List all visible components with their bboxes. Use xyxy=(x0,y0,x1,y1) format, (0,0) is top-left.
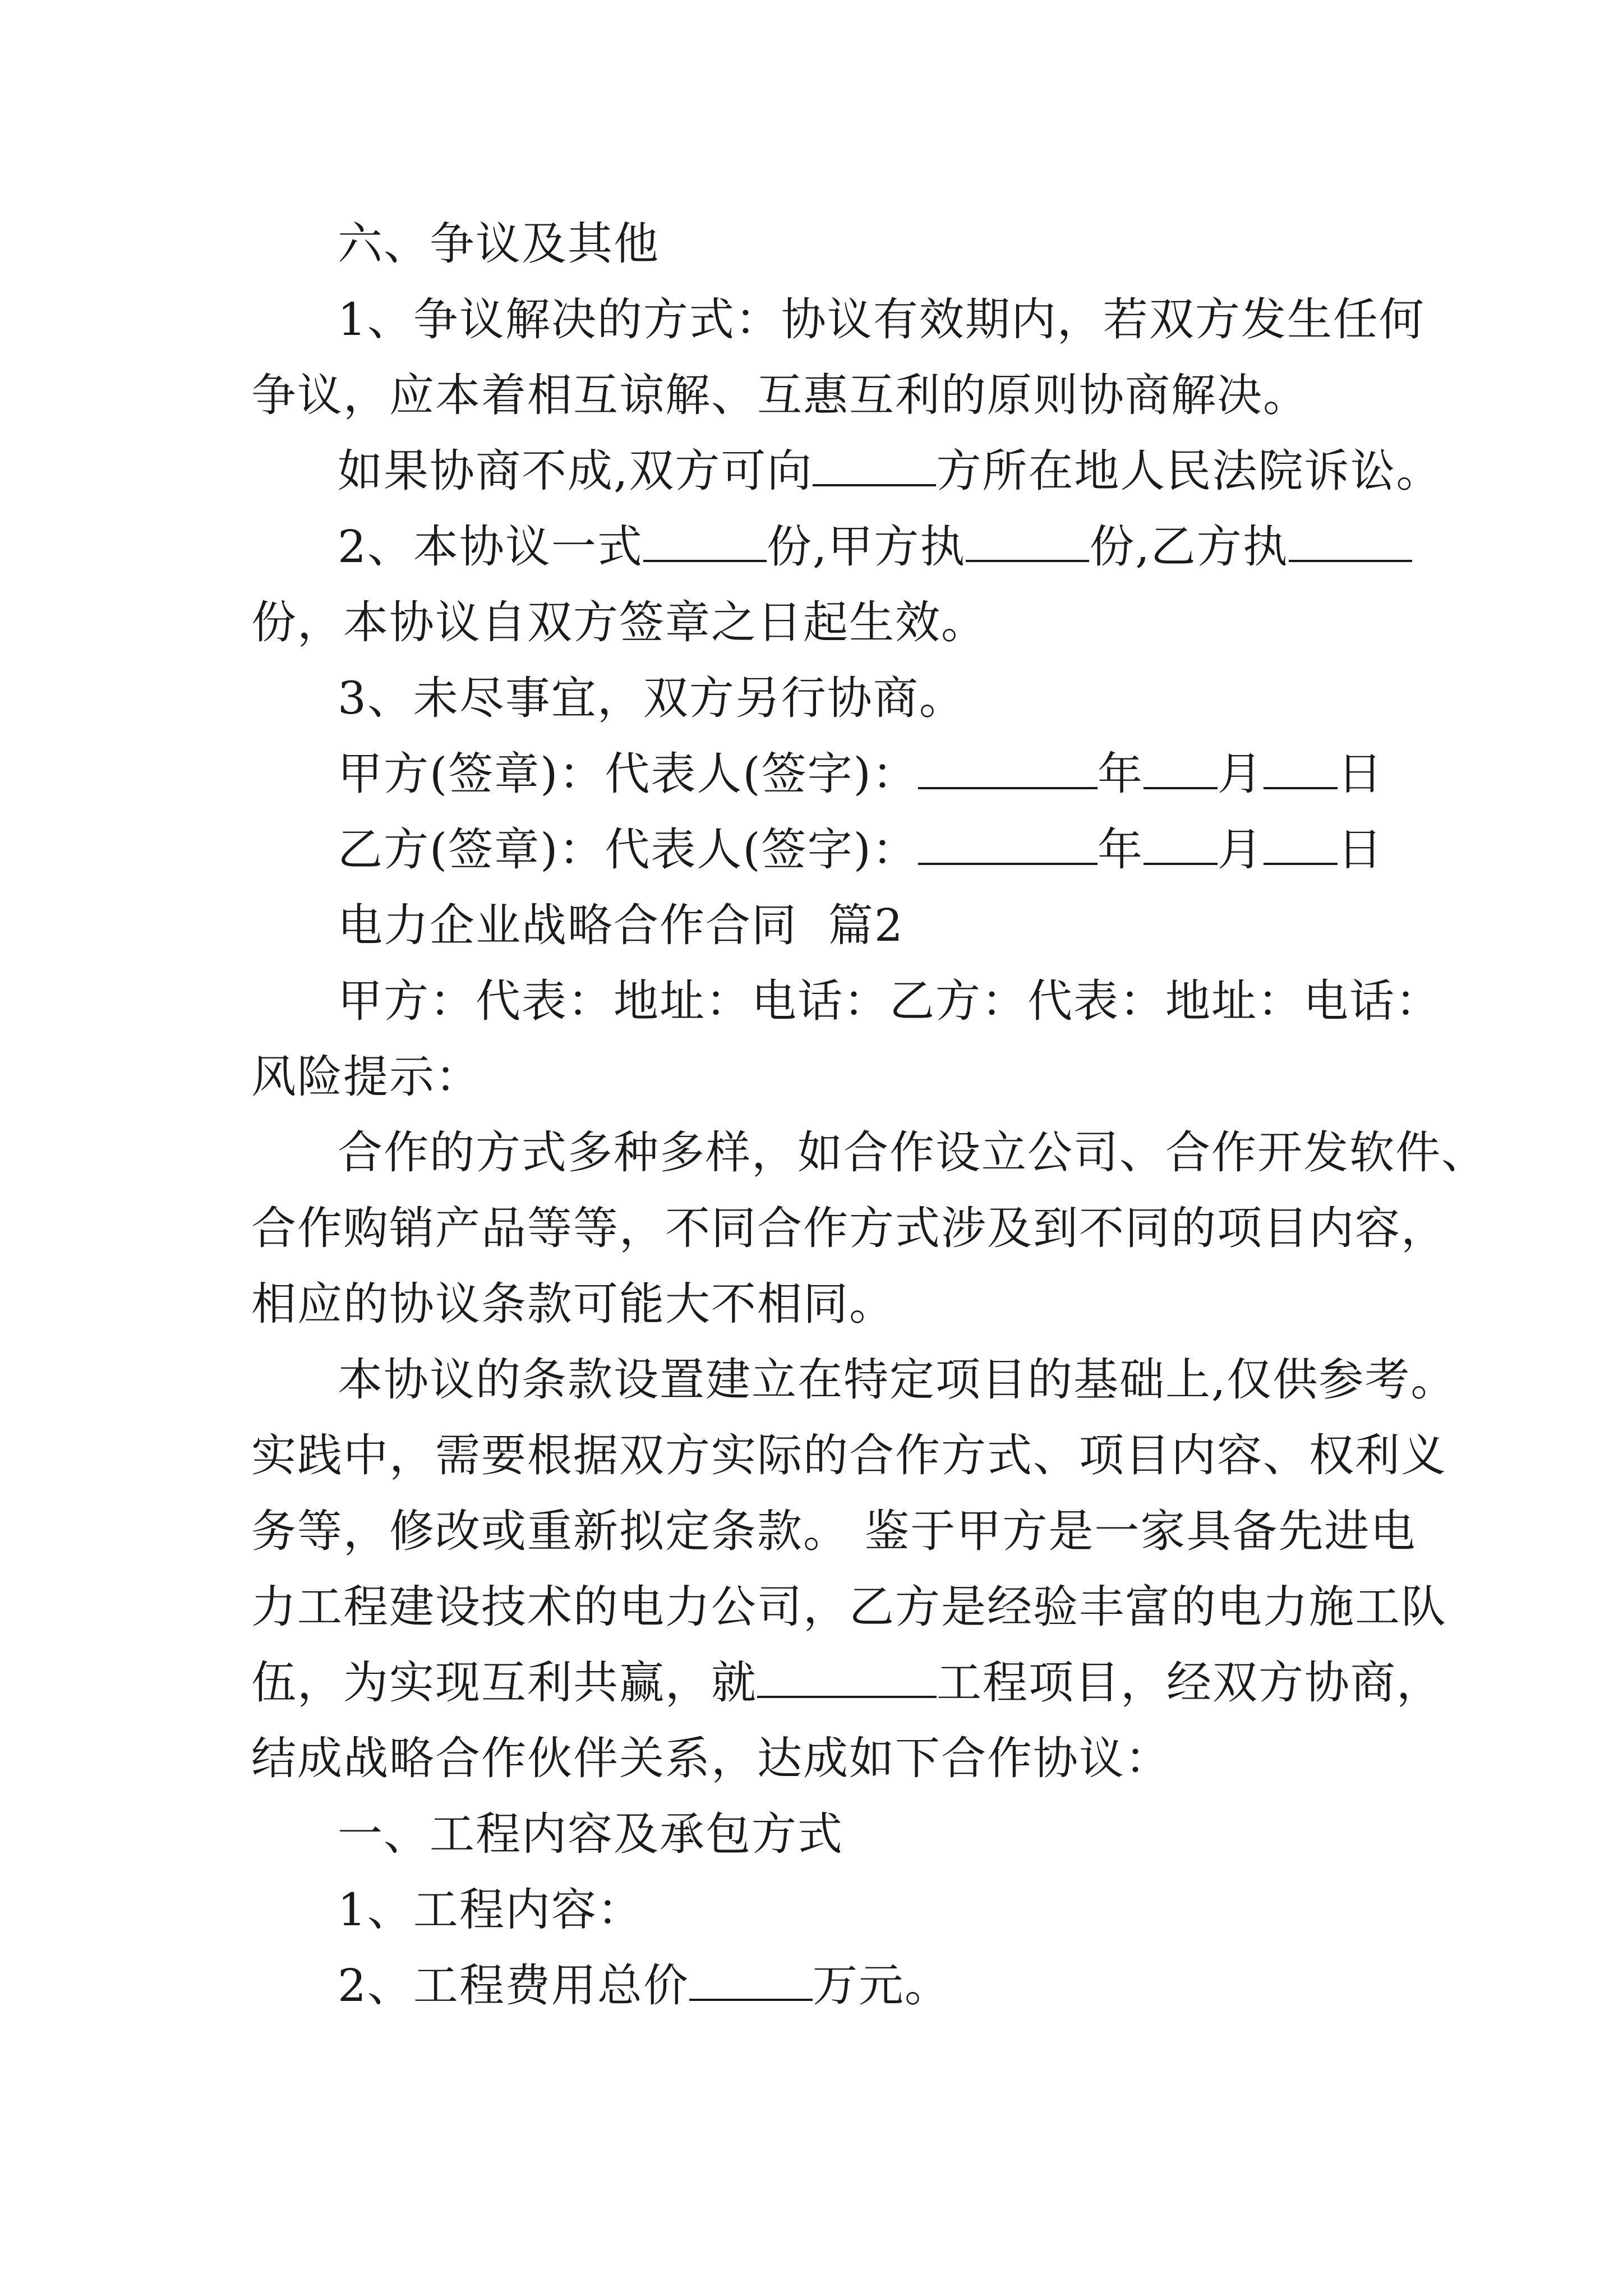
text: 年 xyxy=(1097,748,1144,800)
clause-1-line-2 xyxy=(251,367,1395,424)
section-heading-disputes xyxy=(338,216,1398,272)
fill-in-blank xyxy=(1289,519,1412,562)
clause-2-line-1 xyxy=(338,519,1398,575)
text: 甲方(签章)：代表人(签字)： xyxy=(338,748,918,800)
text: 力工程建设技术的电力公司，乙方是经验丰富的电力施工队 xyxy=(251,1581,1447,1633)
text: 相应的协议条款可能大不相同。 xyxy=(251,1278,895,1330)
clause-1-line-3 xyxy=(338,443,1442,499)
text: 六、争议及其他 xyxy=(338,218,660,270)
text: 争议，应本着相互谅解、互惠互利的原则协商解决。 xyxy=(251,369,1309,421)
risk-paragraph-1-line-3 xyxy=(251,1276,1395,1332)
fill-in-blank xyxy=(643,519,767,562)
text: 份,甲方执 xyxy=(766,521,966,573)
text: 2、本协议一式 xyxy=(338,521,643,573)
risk-paragraph-2-line-5 xyxy=(251,1655,1442,1711)
fill-in-blank xyxy=(1264,747,1338,789)
text: 月 xyxy=(1217,823,1264,876)
text: 乙方(签章)：代表人(签字)： xyxy=(338,823,918,876)
fill-in-blank xyxy=(1144,747,1218,789)
risk-paragraph-1-line-1 xyxy=(338,1125,1487,1181)
text: 风险提示： xyxy=(251,1051,481,1103)
text: 日 xyxy=(1337,823,1384,876)
fill-in-blank xyxy=(689,1958,813,2001)
scope-item-2 xyxy=(338,1958,1398,2014)
text: 2、工程费用总价 xyxy=(338,1959,689,2012)
risk-paragraph-2-line-4 xyxy=(251,1579,1447,1635)
fill-in-blank xyxy=(1264,822,1338,865)
clause-3 xyxy=(338,670,1398,726)
risk-paragraph-2-line-6 xyxy=(251,1731,1395,1787)
text: 年 xyxy=(1097,823,1144,876)
risk-paragraph-2-line-3 xyxy=(251,1503,1417,1559)
text: 实践中，需要根据双方实际的合作方式、项目内容、权利义 xyxy=(251,1429,1447,1481)
party-a-signature-line xyxy=(338,746,1398,802)
text: 1、工程内容： xyxy=(338,1884,643,1936)
text: 甲方：代表：地址：电话：乙方：代表：地址：电话： xyxy=(338,975,1441,1027)
party-b-signature-line xyxy=(338,822,1398,878)
text: 方所在地人民法院诉讼。 xyxy=(936,445,1442,497)
text: 份,乙方执 xyxy=(1089,521,1289,573)
risk-paragraph-1-line-2 xyxy=(251,1200,1447,1257)
text: 合作的方式多种多样，如合作设立公司、合作开发软件、 xyxy=(338,1126,1487,1179)
fill-in-blank xyxy=(1144,822,1218,865)
text: 3、未尽事宜，双方另行协商。 xyxy=(338,672,965,724)
text: 结成战略合作伙伴关系，达成如下合作协议： xyxy=(251,1732,1171,1784)
fill-in-blank xyxy=(757,1655,937,1698)
text: 日 xyxy=(1337,748,1384,800)
text: 工程项目，经双方协商， xyxy=(937,1657,1442,1709)
fill-in-blank xyxy=(966,519,1089,562)
text: 月 xyxy=(1217,748,1264,800)
text: 本协议的条款设置建立在特定项目的基础上,仅供参考。 xyxy=(338,1354,1457,1406)
clause-2-line-2 xyxy=(251,595,1395,651)
text: 务等，修改或重新拟定条款。 鉴于甲方是一家具备先进电 xyxy=(251,1505,1417,1557)
fill-in-blank xyxy=(918,747,1098,789)
contract-title xyxy=(338,898,1398,954)
text: 合作购销产品等等，不同合作方式涉及到不同的项目内容， xyxy=(251,1202,1447,1254)
text: 份，本协议自双方签章之日起生效。 xyxy=(251,596,987,648)
text: 伍，为实现互利共赢，就 xyxy=(251,1657,757,1709)
risk-paragraph-2-line-1 xyxy=(338,1352,1457,1408)
text: 如果协商不成,双方可向 xyxy=(338,445,813,497)
risk-heading xyxy=(251,1049,1395,1105)
risk-paragraph-2-line-2 xyxy=(251,1428,1447,1484)
text: 万元。 xyxy=(812,1959,951,2012)
parties-line xyxy=(338,973,1441,1029)
scope-item-1 xyxy=(338,1882,1398,1938)
text: 1、争议解决的方式：协议有效期内，若双方发生任何 xyxy=(338,293,1425,346)
text: 一、工程内容及承包方式 xyxy=(338,1808,843,1860)
text: 电力企业战略合作合同 篇2 xyxy=(338,899,904,951)
fill-in-blank xyxy=(918,822,1098,865)
clause-1-line-1 xyxy=(338,292,1425,348)
fill-in-blank xyxy=(813,444,936,486)
section-heading-scope xyxy=(338,1806,1398,1862)
